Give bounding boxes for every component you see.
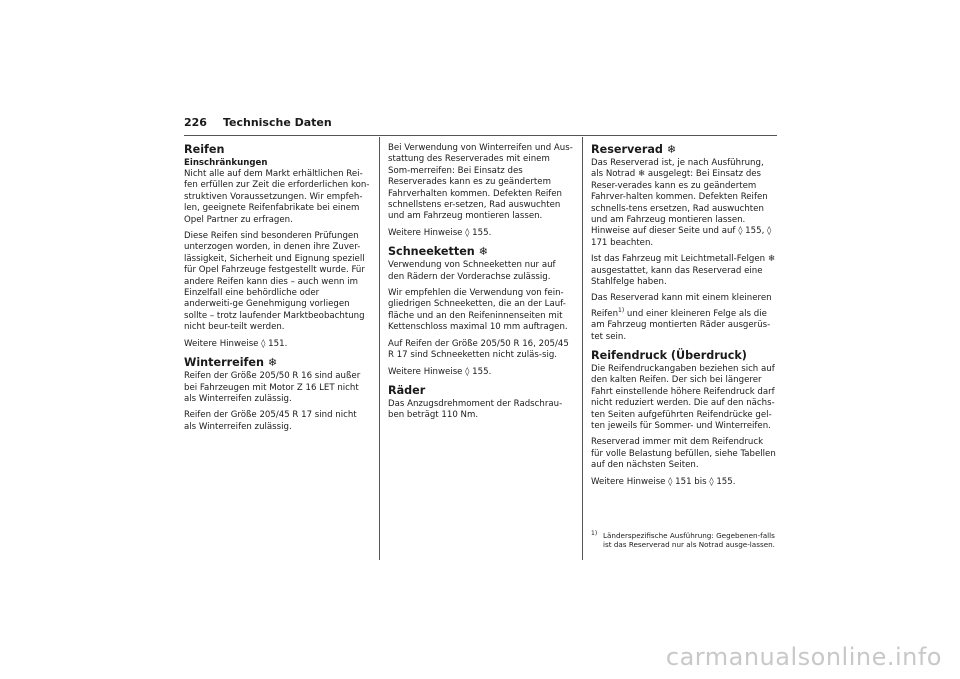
schneeketten-heading: Schneeketten ❄ [388,245,489,259]
paragraph: Das Reserverad ist, je nach Ausführung, als Notrad ❄ ausgelegt: Bei Einsatz des Reser-verades kann es zu geändertem Fahrver-halten kommen. Defekten Reifen schnells-tens ersetzen, Rad auswuchten und am Fahrzeug montieren lassen. Hinweise auf dieser Seite und auf ◊ 155, ◊ 171 beachten. [591,158,772,248]
column-1 [184,143,370,438]
paragraph: Wir empfehlen die Verwendung von fein-gliedrigen Schneeketten, die an der Lauf-fläche und an den Reifeninnenseiten mit Kettenschloss maximal 10 mm auftragen. [388,288,568,333]
footnote [591,531,777,549]
paragraph: Reifen der Größe 205/50 R 16 sind außer bei Fahrzeugen mit Motor Z 16 LET nicht als Winterreifen zulässig. [184,371,361,404]
paragraph: Das Anzugsdrehmoment der Radschrau-ben beträgt 110 Nm. [388,398,563,421]
reifen-heading: Reifen [184,143,225,156]
header-divider [184,135,777,136]
paragraph: Diese Reifen sind besonderen Prüfungen unterzogen worden, in denen ihre Zuver-lässigkeit, Sicherheit und Eignung speziell für Opel Fahrzeuge festgestellt wurde. Für andere Reifen kann dies – auch wenn im Einzelfall eine behördliche oder anderweiti-ge Genehmigung vorliegen sollte – trotz laufender Marktbeobachtung nicht beur-teilt werden. [184,231,365,333]
paragraph-text: Das Reserverad kann mit einem kleineren Reifen [591,293,772,319]
winterreifen-heading: Winterreifen ❄ [184,356,278,370]
cross-reference: Weitere Hinweise ◊ 155. [388,366,492,377]
einschraenkungen-subheading: Einschränkungen [184,158,268,168]
paragraph-text: und einer kleineren Felge als die am Fahrzeug montierten Räder ausgerüs-tet sein. [591,308,771,342]
paragraph: Die Reifendruckangaben beziehen sich auf den kalten Reifen. Der sich bei längerer Fahrt einstellende höhere Reifendruck darf nicht reduziert werden. Die auf den nächs-ten Seiten aufgeführten Reifendrücke gel-ten jeweils für Sommer- und Winterreifen. [591,363,775,431]
chapter-title: Technische Daten [222,116,332,129]
page-header [184,116,332,136]
cross-reference: Weitere Hinweise ◊ 151 bis ◊ 155. [591,476,736,487]
page-number: 226 [184,116,207,129]
cross-reference: Weitere Hinweise ◊ 155. [388,227,492,238]
reifendruck-heading: Reifendruck (Überdruck) [591,348,747,362]
column-divider-left [379,137,380,560]
paragraph [591,293,777,342]
paragraph: Nicht alle auf dem Markt erhältlichen Rei-fen erfüllen zur Zeit die erforderlichen kon-struktiven Voraussetzungen. Wir empfeh-len, geeignete Reifenfabrikate bei einem Opel Partner zu erfragen. [184,169,370,225]
column-3 [591,143,777,493]
column-2 [388,143,574,427]
paragraph: Reserverad immer mit dem Reifendruck für volle Belastung befüllen, siehe Tabellen auf den nächsten Seiten. [591,437,776,471]
reserverad-heading: Reserverad ❄ [591,143,677,156]
footnote-mark: 1) [591,530,598,537]
paragraph: Ist das Fahrzeug mit Leichtmetall-Felgen ❄ ausgestattet, kann das Reserverad eine Stahlfelge haben. [591,254,776,288]
paragraph: Reifen der Größe 205/45 R 17 sind nicht als Winterreifen zulässig. [184,410,357,432]
paragraph: Auf Reifen der Größe 205/50 R 16, 205/45 R 17 sind Schneeketten nicht zuläs-sig. [388,338,569,361]
footnote-ref: 1) [618,306,625,314]
raeder-heading: Räder [388,383,426,397]
column-divider-right [582,137,583,560]
paragraph: Verwendung von Schneeketten nur auf den Rädern der Vorderachse zulässig. [388,260,556,282]
paragraph: Bei Verwendung von Winterreifen und Aus-stattung des Reserverades mit einem Som-merreifen: Bei Einsatz des Reserverades kann es zu geändertem Fahrverhalten kommen. Defekten Reifen schnellstens er-setzen, Rad auswuchten und am Fahrzeug montieren lassen. [388,143,573,222]
cross-reference: Weitere Hinweise ◊ 151. [184,338,288,349]
watermark: carmanualsonline.info [665,643,942,671]
footnote-text: Länderspezifische Ausführung: Gegebenen-falls ist das Reserverad nur als Notrad ausge-lassen. [603,531,775,550]
